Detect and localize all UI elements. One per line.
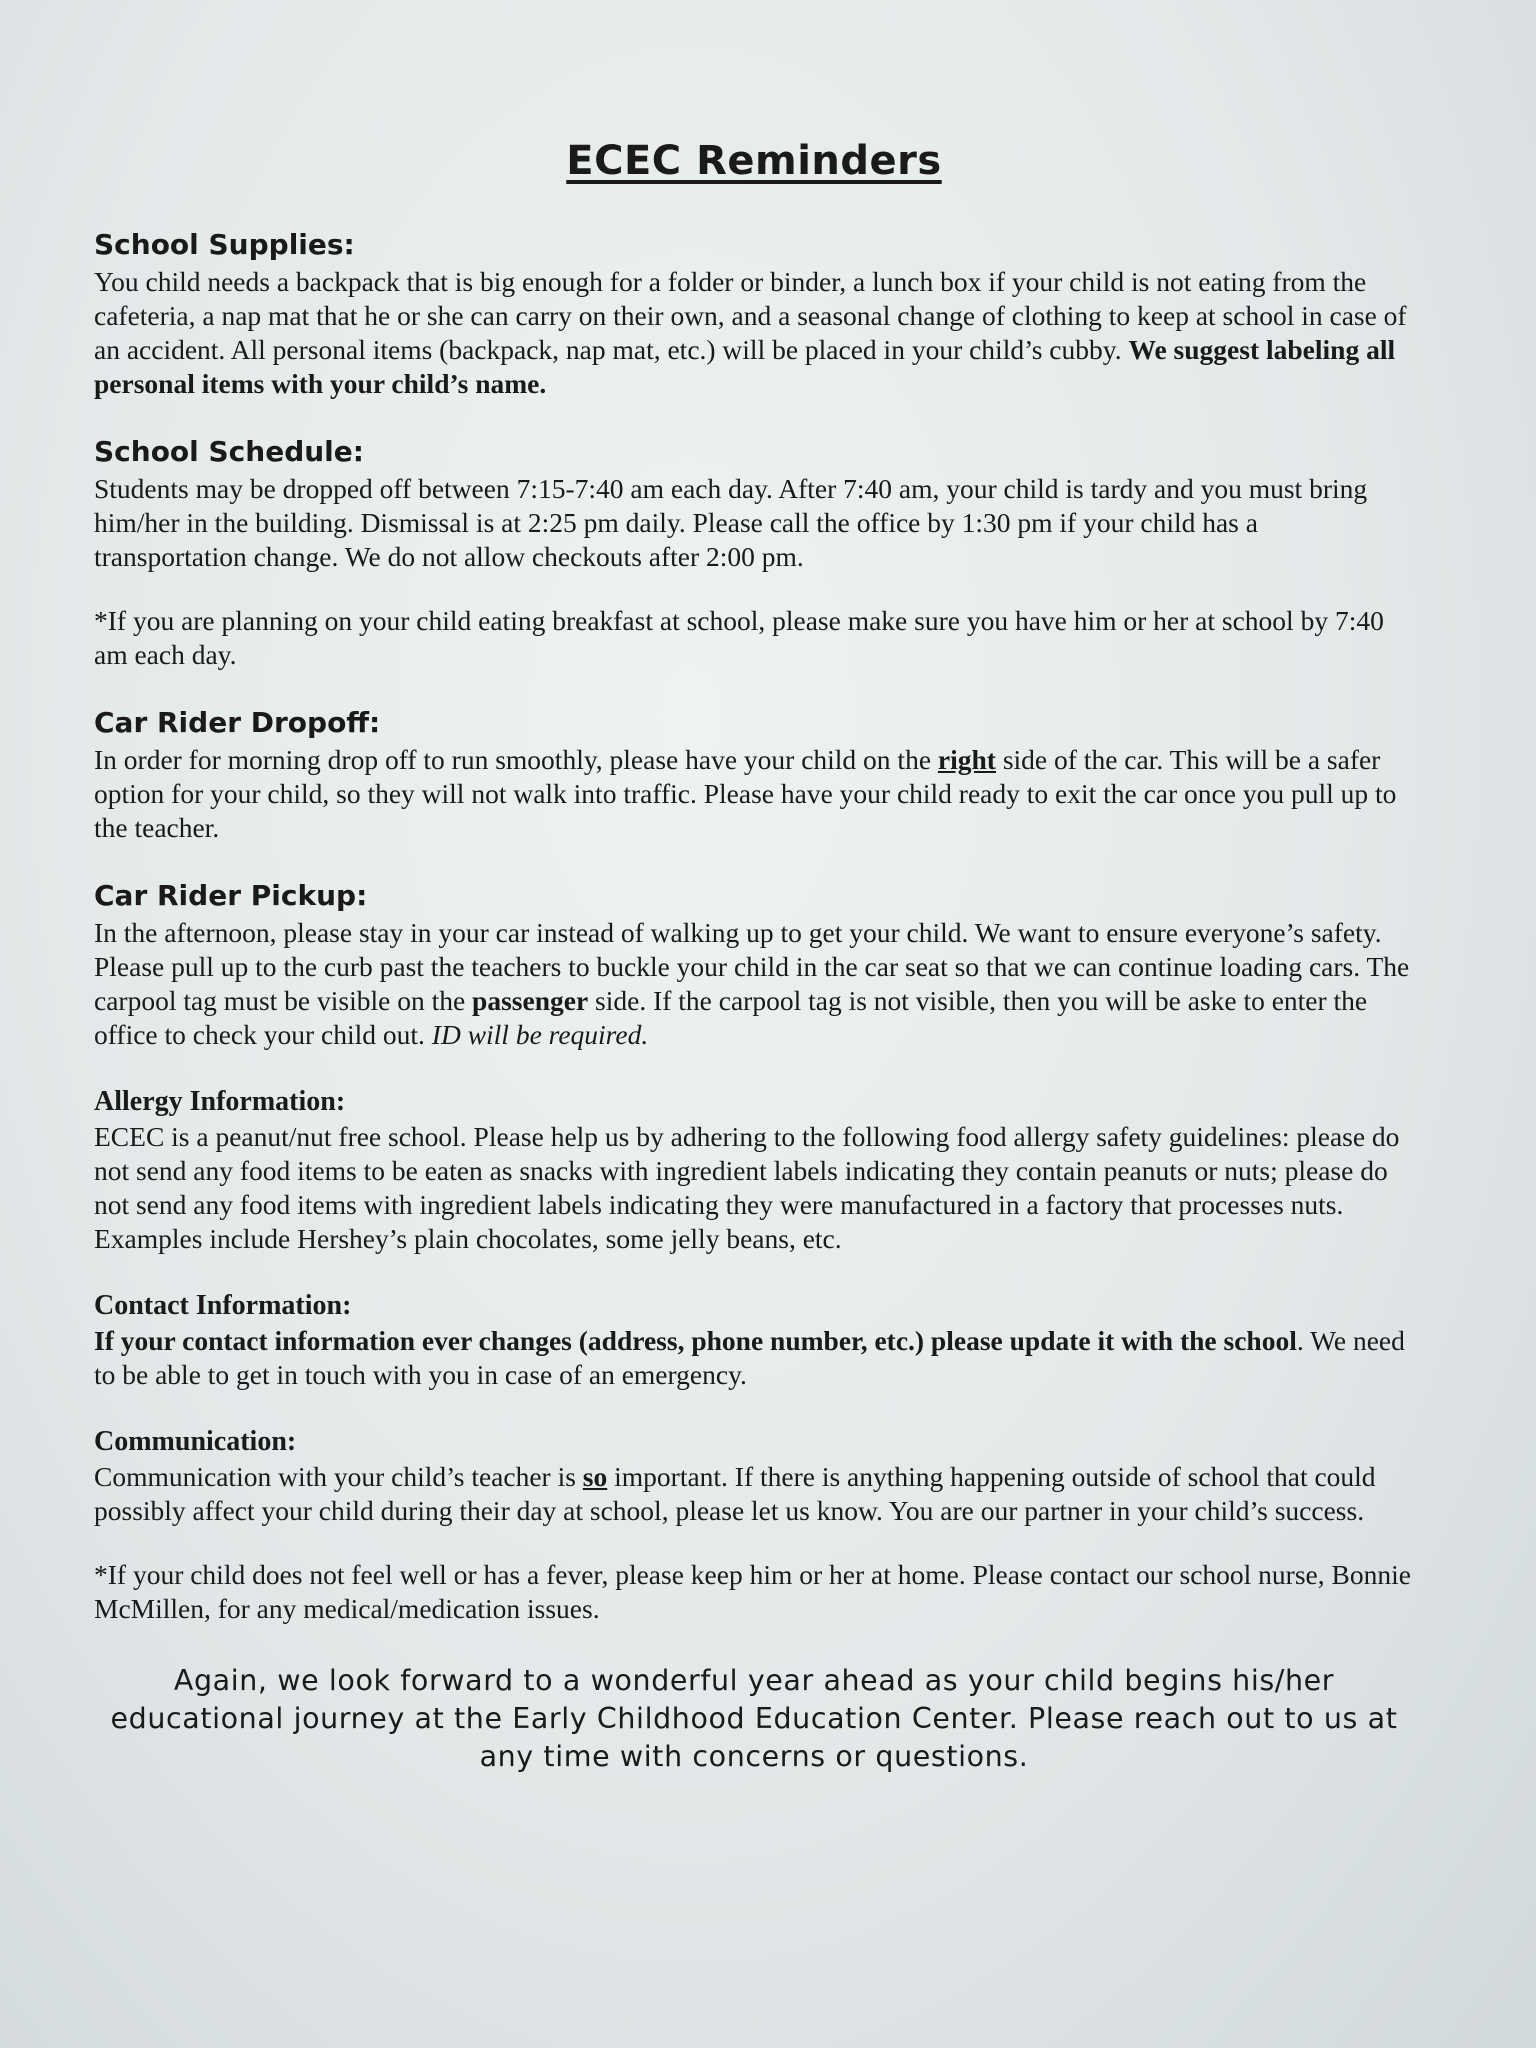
section-school-schedule <box>94 435 1414 672</box>
pickup-text-before: In the afternoon, please stay in your car instead of walking up to get your child. We want to ensure everyone’s safety. Please pull up to the curb past the teachers to buckle your child in the car seat so that we can continue loading cars. The carpool tag must be visible on the <box>94 917 1410 1016</box>
section-heading: Communication: <box>94 1426 297 1457</box>
communication-text-before: Communication with your child’s teacher is <box>94 1461 576 1492</box>
dropoff-text-after: side of the car. This will be a safer option for your child, so they will not walk into traffic. Please have your child ready to exit the car once you pull up to the teacher. <box>94 744 1397 843</box>
schedule-note: *If you are planning on your child eating breakfast at school, please make sure you have him or her at school by 7:40 am each day. <box>94 605 1384 670</box>
section-allergy-information <box>94 1086 1414 1256</box>
pickup-text-after: side. If the carpool tag is not visible, then you will be aske to enter the office to check your child out. <box>94 985 1368 1050</box>
communication-text-after: important. If there is anything happening outside of school that could possibly affect your child during their day at school, please let us know. You are our partner in your child’s success. <box>94 1461 1376 1526</box>
supplies-text: You child needs a backpack that is big enough for a folder or binder, a lunch box if your child is not eating from the cafeteria, a nap mat that he or she can carry on their own, and a seasonal change of clothing to keep at school in case of an accident. All personal items (backpack, nap mat, etc.) will be placed in your child’s cubby. <box>94 266 1407 365</box>
communication-note: *If your child does not feel well or has a fever, please keep him or her at home. Please contact our school nurse, Bonnie McMillen, for any medical/medication issues. <box>94 1559 1411 1624</box>
section-heading: School Supplies: <box>94 228 355 261</box>
dropoff-text-before: In order for morning drop off to run smoothly, please have your child on the <box>94 744 932 775</box>
section-contact-information <box>94 1290 1414 1392</box>
closing-message: Again, we look forward to a wonderful year ahead as your child begins his/her educational journey at the Early Childhood Education Center. Please reach out to us at any time with concerns or questions. <box>110 1664 1398 1773</box>
section-heading: Allergy Information: <box>94 1086 346 1117</box>
section-text <box>94 916 1414 1052</box>
supplies-bold-note: We suggest labeling all personal items with your child’s name. <box>94 334 1396 399</box>
section-heading: School Schedule: <box>94 435 364 468</box>
document-title: ECEC Reminders <box>566 138 942 184</box>
contact-bold-text: If your contact information ever changes (address, phone number, etc.) please update it with the school <box>94 1325 1297 1356</box>
communication-emphasis: so <box>582 1461 608 1492</box>
section-heading: Contact Information: <box>94 1290 352 1321</box>
section-heading: Car Rider Dropoff: <box>94 706 381 739</box>
section-text <box>94 265 1414 401</box>
section-car-rider-pickup <box>94 879 1414 1052</box>
pickup-italic-note: ID will be required. <box>431 1019 649 1050</box>
section-text <box>94 1324 1414 1392</box>
dropoff-emphasis: right <box>937 744 996 775</box>
pickup-emphasis: passenger <box>472 985 589 1016</box>
section-heading: Car Rider Pickup: <box>94 879 368 912</box>
document-body <box>94 138 1414 1776</box>
section-car-rider-dropoff <box>94 706 1414 845</box>
allergy-text: ECEC is a peanut/nut free school. Please help us by adhering to the following food allergy safety guidelines: please do not send any food items to be eaten as snacks with ingredient labels indicating they contain peanuts or nuts; please do not send any food items with ingredient labels indicating they were manufactured in a factory that processes nuts. Examples include Hershey’s plain chocolates, some jelly beans, etc. <box>94 1121 1400 1254</box>
contact-text: . We need to be able to get in touch with you in case of an emergency. <box>94 1325 1405 1390</box>
section-text <box>94 1460 1414 1528</box>
section-school-supplies <box>94 228 1414 401</box>
schedule-text: Students may be dropped off between 7:15-7:40 am each day. After 7:40 am, your child is tardy and you must bring him/her in the building. Dismissal is at 2:25 pm daily. Please call the office by 1:30 pm if your child has a transportation change. We do not allow checkouts after 2:00 pm. <box>94 473 1368 572</box>
section-communication <box>94 1426 1414 1626</box>
section-text <box>94 743 1414 845</box>
